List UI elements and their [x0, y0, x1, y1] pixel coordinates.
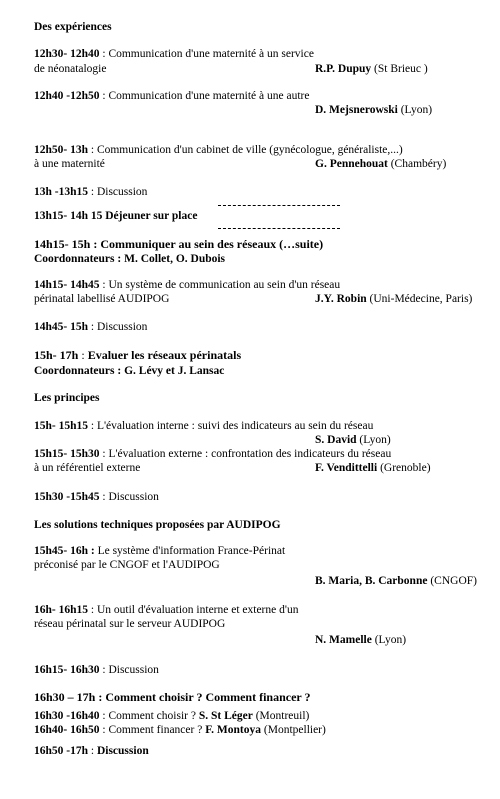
divider [218, 228, 340, 229]
section-experiences: Des expériences [34, 21, 112, 33]
agenda-item-line: 15h- 15h15 : L'évaluation interne : suivi des indicateurs au sein du réseau [34, 420, 374, 432]
speaker: J.Y. Robin (Uni-Médecine, Paris) [315, 293, 473, 305]
speaker: R.P. Dupuy (St Brieuc ) [315, 63, 428, 75]
section-principes: Les principes [34, 392, 100, 404]
speaker: B. Maria, B. Carbonne (CNGOF) [315, 575, 477, 587]
agenda-item-line: 12h50- 13h : Communication d'un cabinet de ville (gynécologue, généraliste,...) [34, 144, 403, 156]
agenda-item-line: périnatal labellisé AUDIPOG [34, 293, 170, 305]
session-coordinators: Coordonnateurs : G. Lévy et J. Lansac [34, 365, 225, 377]
agenda-item-line: à un référentiel externe [34, 462, 141, 474]
agenda-item-line: à une maternité [34, 158, 105, 170]
lunch-break: 13h15- 14h 15 Déjeuner sur place [34, 210, 198, 222]
agenda-item-line: 16h50 -17h : Discussion [34, 745, 149, 757]
divider [218, 205, 340, 206]
session-coordinators: Coordonnateurs : M. Collet, O. Dubois [34, 253, 226, 265]
agenda-item-line: de néonatalogie [34, 63, 107, 75]
speaker: N. Mamelle (Lyon) [315, 634, 407, 646]
speaker: G. Pennehouat (Chambéry) [315, 158, 447, 170]
agenda-item-line: 15h45- 16h : Le système d'information France-Périnat [34, 545, 286, 557]
session-heading: 15h- 17h : Evaluer les réseaux périnatals [34, 348, 242, 362]
agenda-item-line: 16h30 -16h40 : Comment choisir ? S. St Léger (Montreuil) [34, 710, 310, 722]
agenda-item-line: 12h40 -12h50 : Communication d'une maternité à une autre [34, 90, 310, 102]
agenda-item-line: 16h15- 16h30 : Discussion [34, 664, 159, 676]
agenda-item-line: 14h45- 15h : Discussion [34, 321, 148, 333]
session-heading: 16h30 – 17h : Comment choisir ? Comment financer ? [34, 690, 311, 704]
agenda-item-line: 13h -13h15 : Discussion [34, 186, 148, 198]
agenda-item-line: 15h30 -15h45 : Discussion [34, 491, 159, 503]
agenda-item-line: 16h- 16h15 : Un outil d'évaluation interne et externe d'un [34, 604, 299, 616]
agenda-item-line: 16h40- 16h50 : Comment financer ? F. Montoya (Montpellier) [34, 724, 326, 736]
agenda-item-line: 14h15- 14h45 : Un système de communication au sein d'un réseau [34, 279, 341, 291]
speaker: F. Vendittelli (Grenoble) [315, 462, 431, 474]
agenda-item-line: préconisé par le CNGOF et l'AUDIPOG [34, 559, 220, 571]
agenda-item-line: réseau périnatal sur le serveur AUDIPOG [34, 618, 226, 630]
section-solutions: Les solutions techniques proposées par AUDIPOG [34, 519, 281, 531]
agenda-item-line: 12h30- 12h40 : Communication d'une maternité à un service [34, 48, 314, 60]
session-heading: 14h15- 15h : Communiquer au sein des réseaux (…suite) [34, 237, 324, 251]
speaker: D. Mejsnerowski (Lyon) [315, 104, 433, 116]
agenda-item-line: 15h15- 15h30 : L'évaluation externe : confrontation des indicateurs du réseau [34, 448, 392, 460]
speaker: S. David (Lyon) [315, 434, 391, 446]
